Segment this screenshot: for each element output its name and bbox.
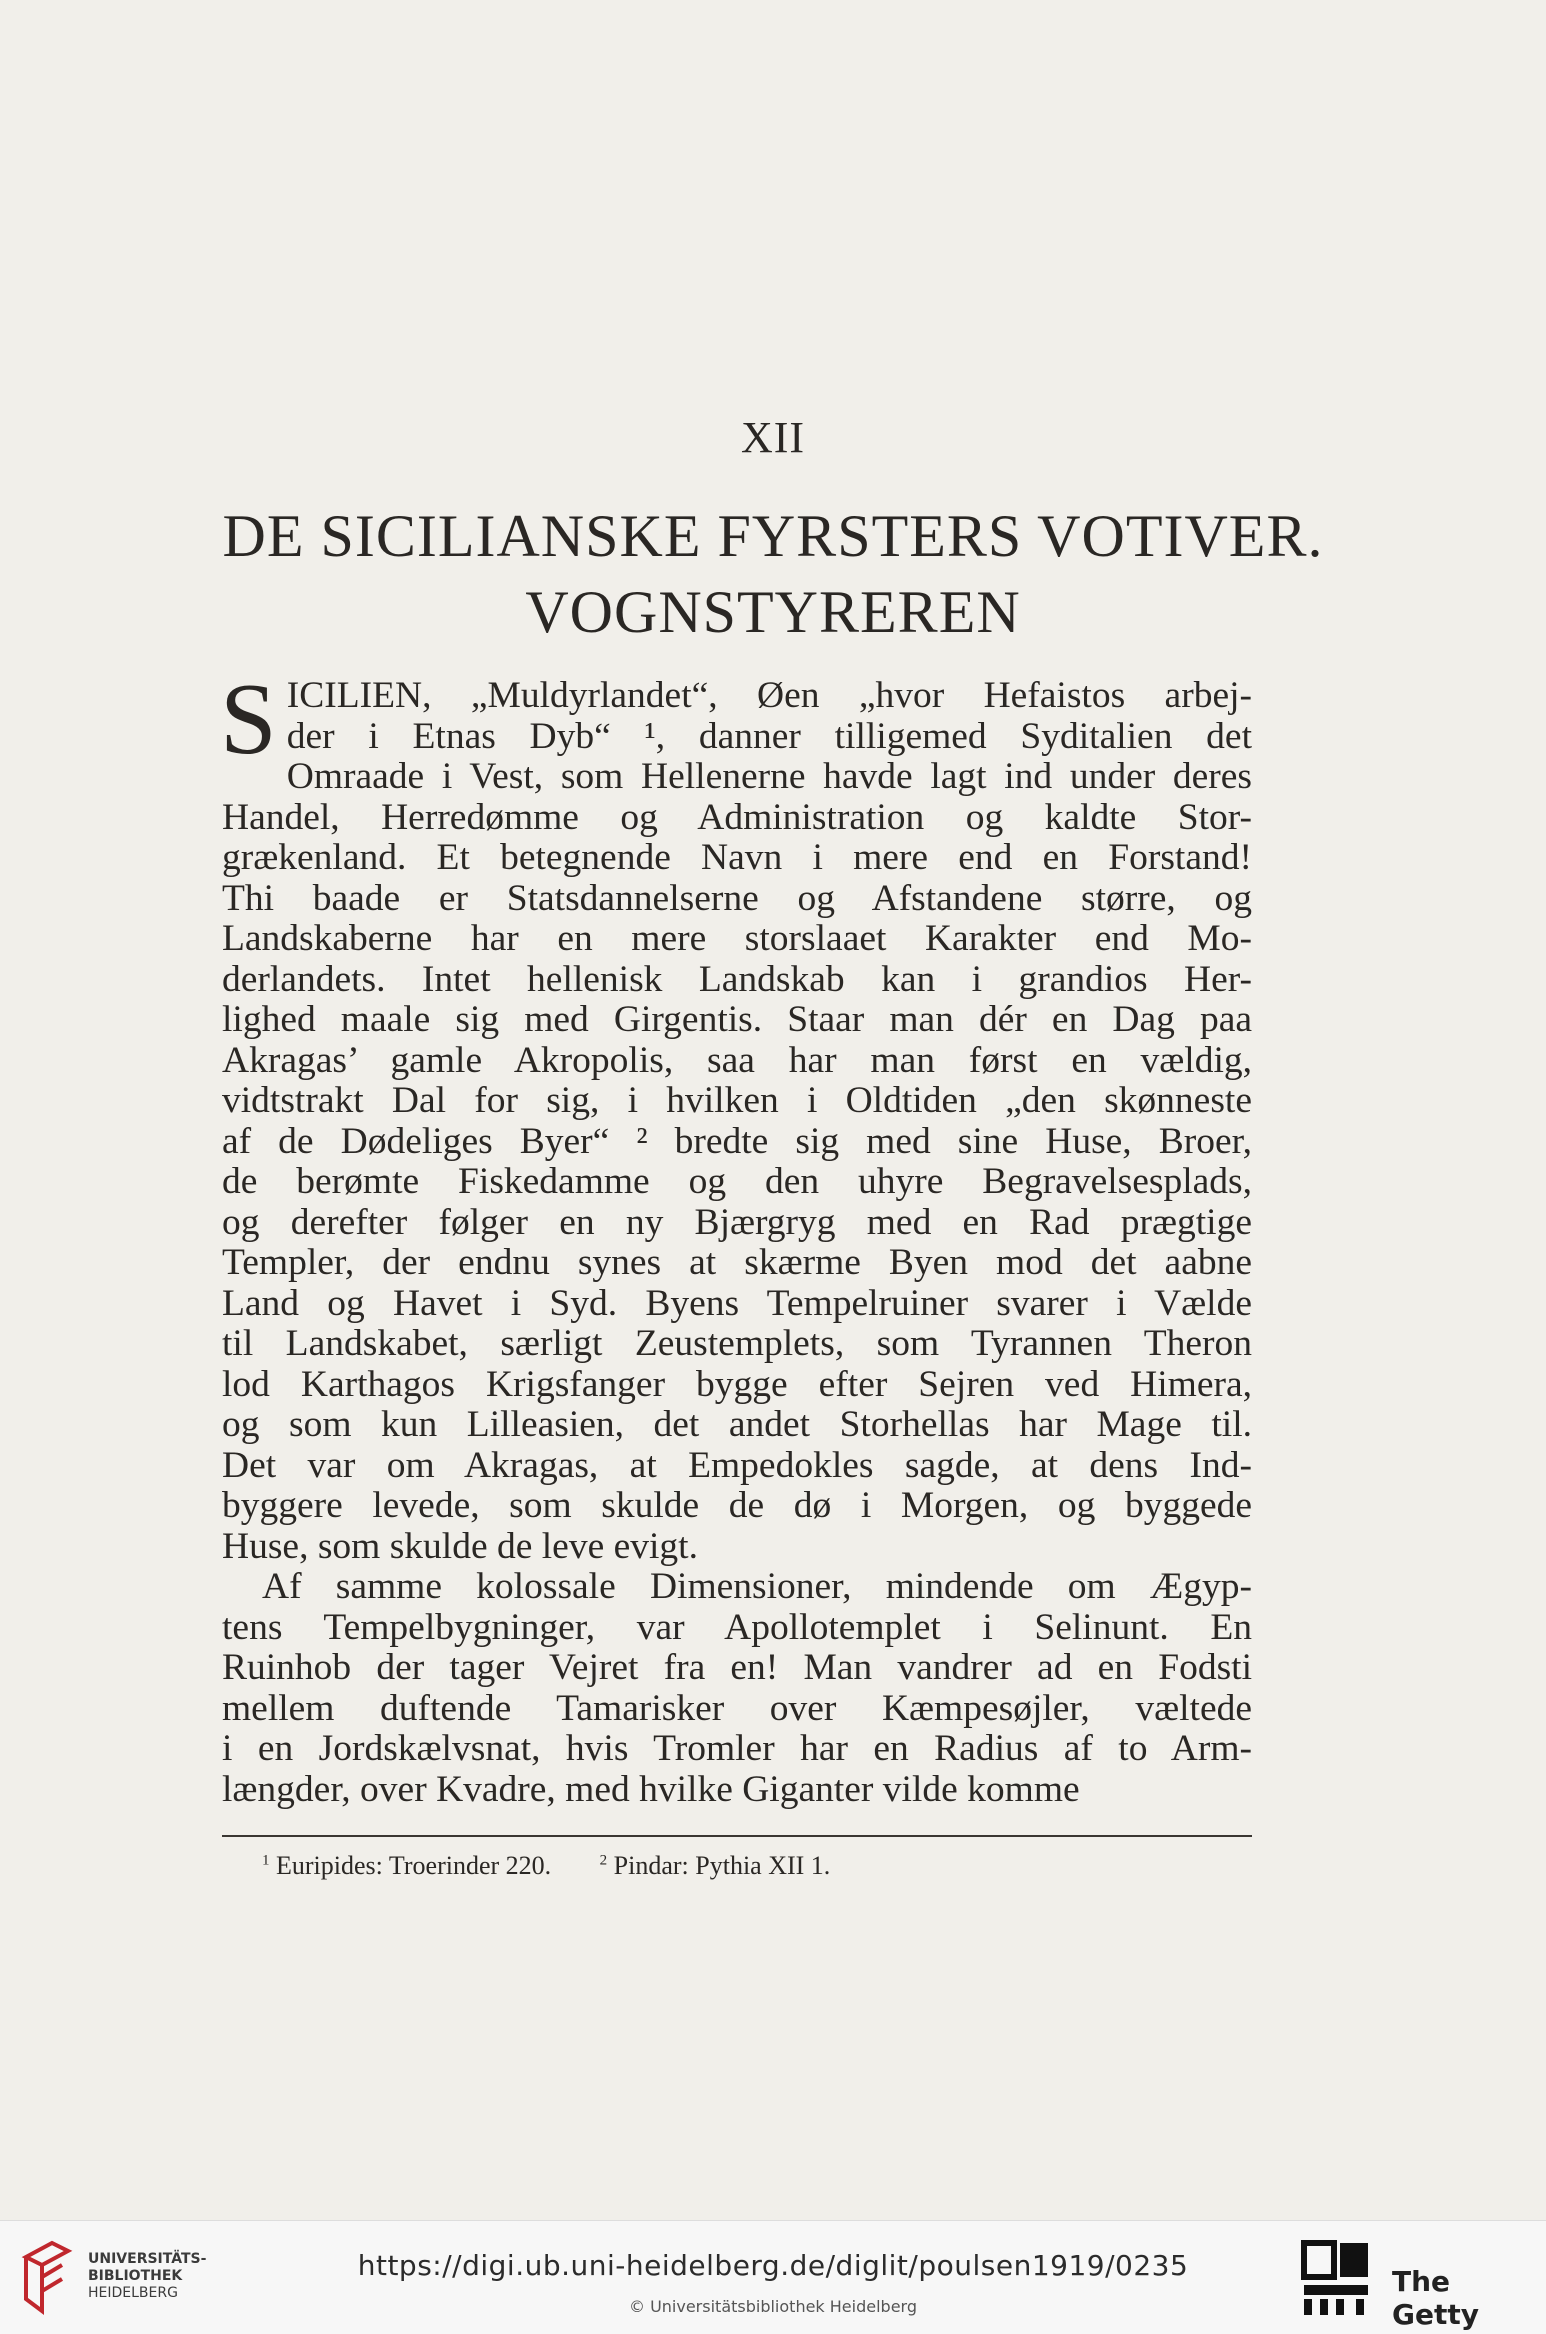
- text-line: Huse, som skulde de leve evigt.: [222, 1525, 698, 1567]
- paragraph-1: [220, 663, 1252, 1567]
- text-line: og derefter følger en ny Bjærgryg med en Rad prægtige: [222, 1201, 1252, 1243]
- copyright-notice: © Universitätsbibliothek Heidelberg: [628, 2297, 917, 2316]
- footnote-1: $^1$ Euripides: Troerinder 220.: [262, 1851, 552, 1880]
- body-text: [220, 663, 1252, 1810]
- text-line: der i Etnas Dyb“ ¹, danner tilligemed Syditalien det: [286, 715, 1252, 757]
- text-line: lod Karthagos Krigsfanger bygge efter Sejren ved Himera,: [222, 1363, 1252, 1405]
- text-line: byggere levede, som skulde de dø i Morgen, og byggede: [222, 1485, 1252, 1526]
- text-line: Akragas’ gamle Akropolis, saa har man først en vældig,: [222, 1039, 1252, 1081]
- text-line: de berømte Fiskedamme og den uhyre Begravelsesplads,: [222, 1161, 1252, 1202]
- text-line: vidtstrakt Dal for sig, i hvilken i Oldtiden „den skønneste: [222, 1080, 1252, 1121]
- text-line: grækenland. Et betegnende Navn i mere end en Forstand!: [222, 837, 1252, 878]
- text-line: ICILIEN, „Muldyrlandet“, Øen „hvor Hefaistos arbej-: [286, 675, 1252, 716]
- text-line: Ruinhob der tager Vejret fra en! Man vandrer ad en Fodsti: [222, 1647, 1252, 1688]
- library-name: UNIVERSITÄTS- BIBLIOTHEK HEIDELBERG: [88, 2251, 207, 2301]
- text-line: derlandets. Intet hellenisk Landskab kan i grandios Her-: [222, 958, 1252, 1000]
- text-line: tens Tempelbygninger, var Apollotemplet i Selinunt. En: [222, 1606, 1252, 1648]
- text-line: og som kun Lilleasien, det andet Storhellas har Mage til.: [222, 1404, 1252, 1445]
- text-line: Handel, Herredømme og Administration og kaldte Stor-: [222, 796, 1252, 838]
- footnotes: [262, 1851, 830, 1881]
- text-line: Det var om Akragas, at Empedokles sagde, at dens Ind-: [222, 1444, 1252, 1486]
- footnote-rule: [222, 1835, 1252, 1837]
- text-line: længder, over Kvadre, med hvilke Giganter vilde komme: [222, 1768, 1080, 1810]
- text-line: til Landskabet, særligt Zeustemplets, som Tyrannen Theron: [222, 1323, 1252, 1364]
- text-line: af de Dødeliges Byer“ ² bredte sig med sine Huse, Broer,: [222, 1120, 1252, 1162]
- text-line: mellem duftende Tamarisker over Kæmpesøjler, væltede: [222, 1687, 1252, 1729]
- text-line: Omraade i Vest, som Hellenerne havde lagt ind under deres: [286, 756, 1252, 797]
- chapter-title: [150, 498, 1396, 650]
- getty-name: The Getty: [1392, 2265, 1479, 2331]
- permalink-url[interactable]: https://digi.ub.uni-heidelberg.de/diglit/poulsen1919/0235: [357, 2249, 1189, 2282]
- getty-logo-icon: [1300, 2239, 1372, 2319]
- chapter-title-line: VOGNSTYREREN: [525, 579, 1021, 645]
- text-line: i en Jordskælvsnat, hvis Tromler har en Radius af to Arm-: [222, 1728, 1252, 1769]
- text-line: Landskaberne har en mere storslaaet Karakter end Mo-: [222, 918, 1252, 959]
- text-line: lighed maale sig med Girgentis. Staar man dér en Dag paa: [222, 999, 1252, 1040]
- viewer-footer: [0, 2220, 1546, 2334]
- text-line: Af samme kolossale Dimensioner, mindende om Ægyp-: [262, 1566, 1252, 1607]
- footnote-2: $^2$ Pindar: Pythia XII 1.: [599, 1851, 831, 1880]
- text-line: Land og Havet i Syd. Byens Tempelruiner svarer i Vælde: [222, 1282, 1252, 1324]
- drop-cap: S: [220, 663, 277, 776]
- text-line: Templer, der endnu synes at skærme Byen mod det aabne: [222, 1242, 1252, 1283]
- paragraph-2: [222, 1567, 1252, 1810]
- chapter-title-line: DE SICILIANSKE FYRSTERS VOTIVER.: [222, 503, 1324, 569]
- text-line: Thi baade er Statsdannelserne og Afstandene større, og: [222, 877, 1252, 919]
- chapter-number: XII: [740, 413, 806, 462]
